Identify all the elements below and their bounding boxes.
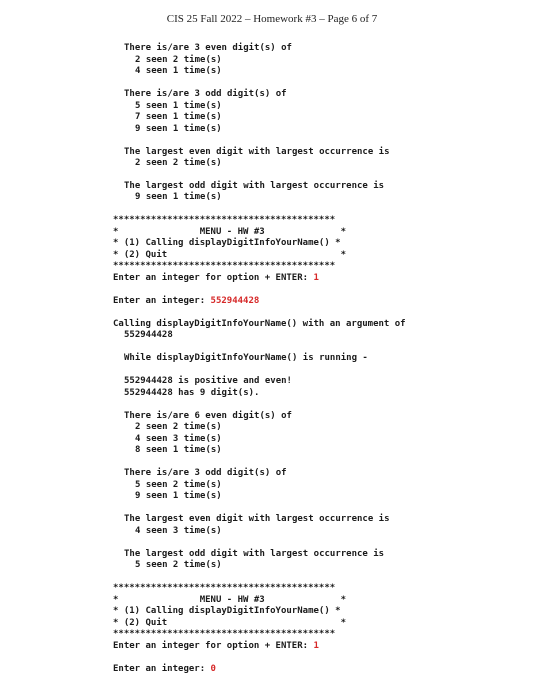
even-digit-line: 2 seen 2 time(s)	[135, 422, 222, 432]
calling-argument: 552944428	[124, 330, 173, 340]
largest-odd-heading: The largest odd digit with largest occurrence is	[124, 549, 385, 559]
integer-prompt-label: Enter an integer:	[113, 664, 211, 674]
integer-input-value: 0	[210, 664, 216, 674]
option-prompt-label: Enter an integer for option + ENTER:	[113, 641, 314, 651]
menu-title: * MENU - HW #3 *	[113, 227, 346, 237]
odd-digit-line: 7 seen 1 time(s)	[135, 112, 222, 122]
largest-odd-heading: The largest odd digit with largest occurrence is	[124, 181, 385, 191]
largest-even-heading: The largest even digit with largest occurrence is	[124, 147, 390, 157]
running-line: While displayDigitInfoYourName() is running -	[124, 353, 368, 363]
largest-even-heading: The largest even digit with largest occurrence is	[124, 514, 390, 524]
largest-odd-value: 9 seen 1 time(s)	[135, 192, 222, 202]
menu-option-2: * (2) Quit *	[113, 250, 346, 260]
menu-option-2: * (2) Quit *	[113, 618, 346, 628]
largest-even-value: 4 seen 3 time(s)	[135, 526, 222, 536]
menu-border-top: *****************************************	[113, 215, 336, 225]
option-input-value: 1	[313, 641, 319, 651]
option-prompt	[113, 641, 319, 653]
odd-digit-line: 9 seen 1 time(s)	[135, 124, 222, 134]
integer-prompt	[113, 664, 216, 676]
menu-border-bottom: *****************************************	[113, 261, 336, 271]
integer-input-value: 552944428	[210, 296, 260, 306]
even-digit-line: 8 seen 1 time(s)	[135, 445, 222, 455]
calling-line: Calling displayDigitInfoYourName() with an argument of	[113, 319, 406, 329]
largest-even-value: 2 seen 2 time(s)	[135, 158, 222, 168]
even-digit-line: 4 seen 3 time(s)	[135, 434, 222, 444]
even-count-heading: There is/are 6 even digit(s) of	[124, 411, 292, 421]
positive-even-line: 552944428 is positive and even!	[124, 376, 292, 386]
integer-prompt-label: Enter an integer:	[113, 296, 211, 306]
page-header: CIS 25 Fall 2022 – Homework #3 – Page 6 of 7	[166, 13, 378, 25]
odd-digit-line: 9 seen 1 time(s)	[135, 491, 222, 501]
even-digit-line: 4 seen 1 time(s)	[135, 66, 222, 76]
option-prompt	[113, 273, 319, 285]
odd-count-heading: There is/are 3 odd digit(s) of	[124, 89, 287, 99]
menu-border-bottom: *****************************************	[113, 629, 336, 639]
menu-option-1: * (1) Calling displayDigitInfoYourName() *	[113, 606, 341, 616]
even-count-heading: There is/are 3 even digit(s) of	[124, 43, 292, 53]
largest-odd-value: 5 seen 2 time(s)	[135, 560, 222, 570]
menu-border-top: *****************************************	[113, 583, 336, 593]
integer-prompt	[113, 296, 259, 308]
menu-option-1: * (1) Calling displayDigitInfoYourName() *	[113, 238, 341, 248]
option-input-value: 1	[313, 273, 319, 283]
option-prompt-label: Enter an integer for option + ENTER:	[113, 273, 314, 283]
menu-title: * MENU - HW #3 *	[113, 595, 346, 605]
odd-digit-line: 5 seen 2 time(s)	[135, 480, 222, 490]
digit-count-line: 552944428 has 9 digit(s).	[124, 388, 260, 398]
odd-count-heading: There is/are 3 odd digit(s) of	[124, 468, 287, 478]
odd-digit-line: 5 seen 1 time(s)	[135, 101, 222, 111]
even-digit-line: 2 seen 2 time(s)	[135, 55, 222, 65]
